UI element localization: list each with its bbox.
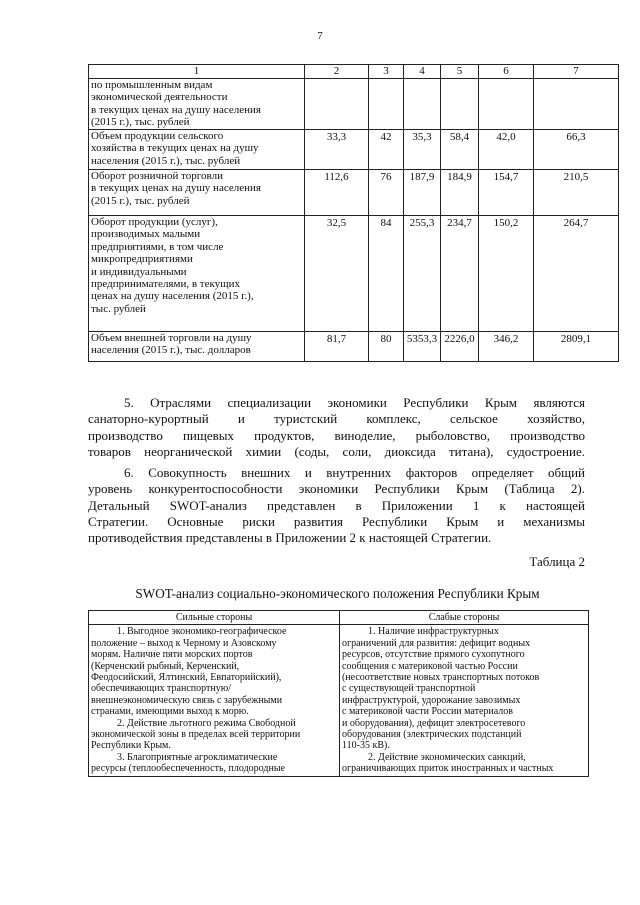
- row-label-line: (2015 г.), тыс. рублей: [91, 116, 190, 129]
- weaknesses-line: оборудования (электрических подстанций: [342, 729, 522, 741]
- strengths-line: странами, имеющими выход к морю.: [91, 706, 249, 718]
- table-cell: 112,6: [305, 170, 369, 216]
- row-label: [89, 170, 305, 216]
- table-cell: [305, 79, 369, 130]
- statistics-table: [88, 64, 619, 362]
- row-label-line: Объем продукции сельского: [91, 130, 224, 142]
- table-cell: [404, 79, 441, 130]
- strengths-line: Республики Крым.: [91, 740, 171, 752]
- row-label-line: Объем внешней торговли на душу: [91, 332, 252, 344]
- column-header: 5: [441, 65, 479, 79]
- table-cell: 2226,0: [441, 332, 479, 362]
- table-cell: 346,2: [479, 332, 534, 362]
- swot-header-row: [89, 611, 589, 625]
- row-label-line: ценах на душу населения (2015 г.),: [91, 290, 254, 303]
- row-label: [89, 79, 305, 130]
- strengths-line: экономической зоны в пределах всей территории: [91, 729, 301, 741]
- weaknesses-cell: [340, 625, 589, 776]
- column-header: 7: [534, 65, 619, 79]
- paragraph-line: Детальный SWOT-анализ представлен в Приложении 1 к настоящей: [88, 497, 585, 513]
- row-label-line: предпринимателями, в текущих: [91, 278, 241, 291]
- weaknesses-header: Слабые стороны: [340, 611, 589, 625]
- weaknesses-line: инфраструктурой, удорожание завозимых: [342, 694, 521, 706]
- strengths-line: 1. Выгодное экономико-географическое: [117, 626, 287, 638]
- table-cell: 33,3: [305, 130, 369, 170]
- table-cell: 210,5: [534, 170, 619, 216]
- table-row: [89, 332, 619, 362]
- strengths-cell: [89, 625, 340, 776]
- table-cell: [534, 79, 619, 130]
- row-label-line: в текущих ценах на душу населения: [91, 182, 261, 195]
- table-cell: 80: [369, 332, 404, 362]
- strengths-line: внешнеэкономическую связь с зарубежными: [91, 694, 283, 706]
- swot-table: [88, 610, 589, 777]
- paragraph-line: производство пищевых продуктов, виноделие, рыболовство, производство: [88, 427, 585, 443]
- row-label: [89, 130, 305, 170]
- table-cell: 42: [369, 130, 404, 170]
- table-cell: 35,3: [404, 130, 441, 170]
- table-cell: [441, 79, 479, 130]
- column-header: 6: [479, 65, 534, 79]
- weaknesses-line: сообщения с материковой частью России: [342, 660, 518, 672]
- strengths-line: морям. Наличие пяти морских портов: [91, 649, 253, 661]
- paragraph-line: уровень конкурентоспособности экономики Республики Крым (Таблица 2).: [88, 481, 585, 497]
- table-label: Таблица 2: [529, 554, 585, 569]
- table-header-row: [89, 65, 619, 79]
- table-cell: [369, 79, 404, 130]
- weaknesses-line: с существующей транспортной: [342, 683, 476, 695]
- paragraph-line: противодействия представлены в Приложении 2 к настоящей Стратегии.: [88, 530, 492, 546]
- strengths-line: ресурсы (теплообеспеченность, плодородные: [91, 763, 285, 775]
- strengths-header: Сильные стороны: [89, 611, 340, 625]
- row-label-line: населения (2015 г.), тыс. долларов: [91, 344, 251, 357]
- swot-title: SWOT-анализ социально-экономического положения Республики Крым: [135, 586, 540, 601]
- table-cell: 234,7: [441, 216, 479, 332]
- table-cell: 66,3: [534, 130, 619, 170]
- table-row: [89, 130, 619, 170]
- weaknesses-line: ресурсов, отсутствие прямого сухопутного: [342, 649, 525, 661]
- table-cell: 32,5: [305, 216, 369, 332]
- row-label-line: экономической деятельности: [91, 91, 228, 104]
- row-label-line: хозяйства в текущих ценах на душу: [91, 142, 259, 155]
- weaknesses-line: 2. Действие экономических санкций,: [368, 751, 526, 763]
- paragraph-line: 6. Совокупность внешних и внутренних факторов определяет общий: [124, 465, 585, 480]
- table-cell: 150,2: [479, 216, 534, 332]
- paragraph-line: Стратегии. Основные риски развития Республики Крым и механизмы: [88, 513, 585, 529]
- row-label-line: производимых малыми: [91, 228, 201, 241]
- table-cell: 5353,3: [404, 332, 441, 362]
- table-cell: 58,4: [441, 130, 479, 170]
- weaknesses-line: (несоответствие новых транспортных потоков: [342, 672, 540, 684]
- row-label-line: по промышленным видам: [91, 79, 213, 91]
- table-cell: 255,3: [404, 216, 441, 332]
- table-cell: 81,7: [305, 332, 369, 362]
- table-cell: 154,7: [479, 170, 534, 216]
- row-label: [89, 216, 305, 332]
- weaknesses-line: с материковой части России материалов: [342, 706, 514, 718]
- column-header: 2: [305, 65, 369, 79]
- column-header: 3: [369, 65, 404, 79]
- table-row: [89, 170, 619, 216]
- page-number: 7: [317, 30, 323, 42]
- column-header: 4: [404, 65, 441, 79]
- paragraph-5: [88, 395, 585, 460]
- weaknesses-line: ограничений для развития: дефицит водных: [342, 637, 531, 649]
- paragraph-line: 5. Отраслями специализации экономики Республики Крым являются: [124, 395, 585, 410]
- strengths-line: 3. Благоприятные агроклиматические: [117, 751, 278, 763]
- row-label-line: микропредприятиями: [91, 253, 193, 266]
- table-cell: 84: [369, 216, 404, 332]
- weaknesses-line: 1. Наличие инфраструктурных: [368, 626, 499, 638]
- row-label: [89, 332, 305, 362]
- swot-content-row: [89, 625, 589, 776]
- strengths-line: обеспечивающих транспортную/: [91, 683, 231, 695]
- paragraph-line: товаров неорганической химии (соды, соли, диоксида титана), судостроение.: [88, 443, 585, 459]
- row-label-line: Оборот розничной торговли: [91, 170, 223, 182]
- weaknesses-line: и оборудования), дефицит электросетевого: [342, 717, 526, 729]
- weaknesses-line: ограничивающих приток иностранных и частных: [342, 763, 554, 775]
- row-label-line: тыс. рублей: [91, 302, 146, 315]
- paragraph-6: [88, 465, 585, 546]
- column-header: 1: [89, 65, 305, 79]
- row-label-line: Оборот продукции (услуг),: [91, 216, 218, 228]
- strengths-line: 2. Действие льготного режима Свободной: [117, 717, 296, 729]
- table-row: [89, 216, 619, 332]
- row-label-line: и индивидуальными: [91, 265, 187, 278]
- table-cell: 187,9: [404, 170, 441, 216]
- paragraph-line: санаторно-курортный и туристский комплекс, сельское хозяйство,: [88, 411, 585, 427]
- row-label-line: населения (2015 г.), тыс. рублей: [91, 154, 241, 167]
- row-label-line: предприятиями, в том числе: [91, 240, 224, 253]
- table-cell: 76: [369, 170, 404, 216]
- row-label-line: в текущих ценах на душу населения: [91, 103, 261, 116]
- table-cell: 184,9: [441, 170, 479, 216]
- table-cell: [479, 79, 534, 130]
- table-cell: 2809,1: [534, 332, 619, 362]
- row-label-line: (2015 г.), тыс. рублей: [91, 194, 190, 207]
- table-row: [89, 79, 619, 130]
- weaknesses-line: 110-35 кВ).: [342, 740, 390, 752]
- strengths-line: (Керченский рыбный, Керченский,: [91, 660, 240, 672]
- strengths-line: положение – выход к Черному и Азовскому: [91, 637, 277, 649]
- table-cell: 42,0: [479, 130, 534, 170]
- table-cell: 264,7: [534, 216, 619, 332]
- strengths-line: Феодосийский, Ялтинский, Евпаторийский),: [91, 672, 282, 684]
